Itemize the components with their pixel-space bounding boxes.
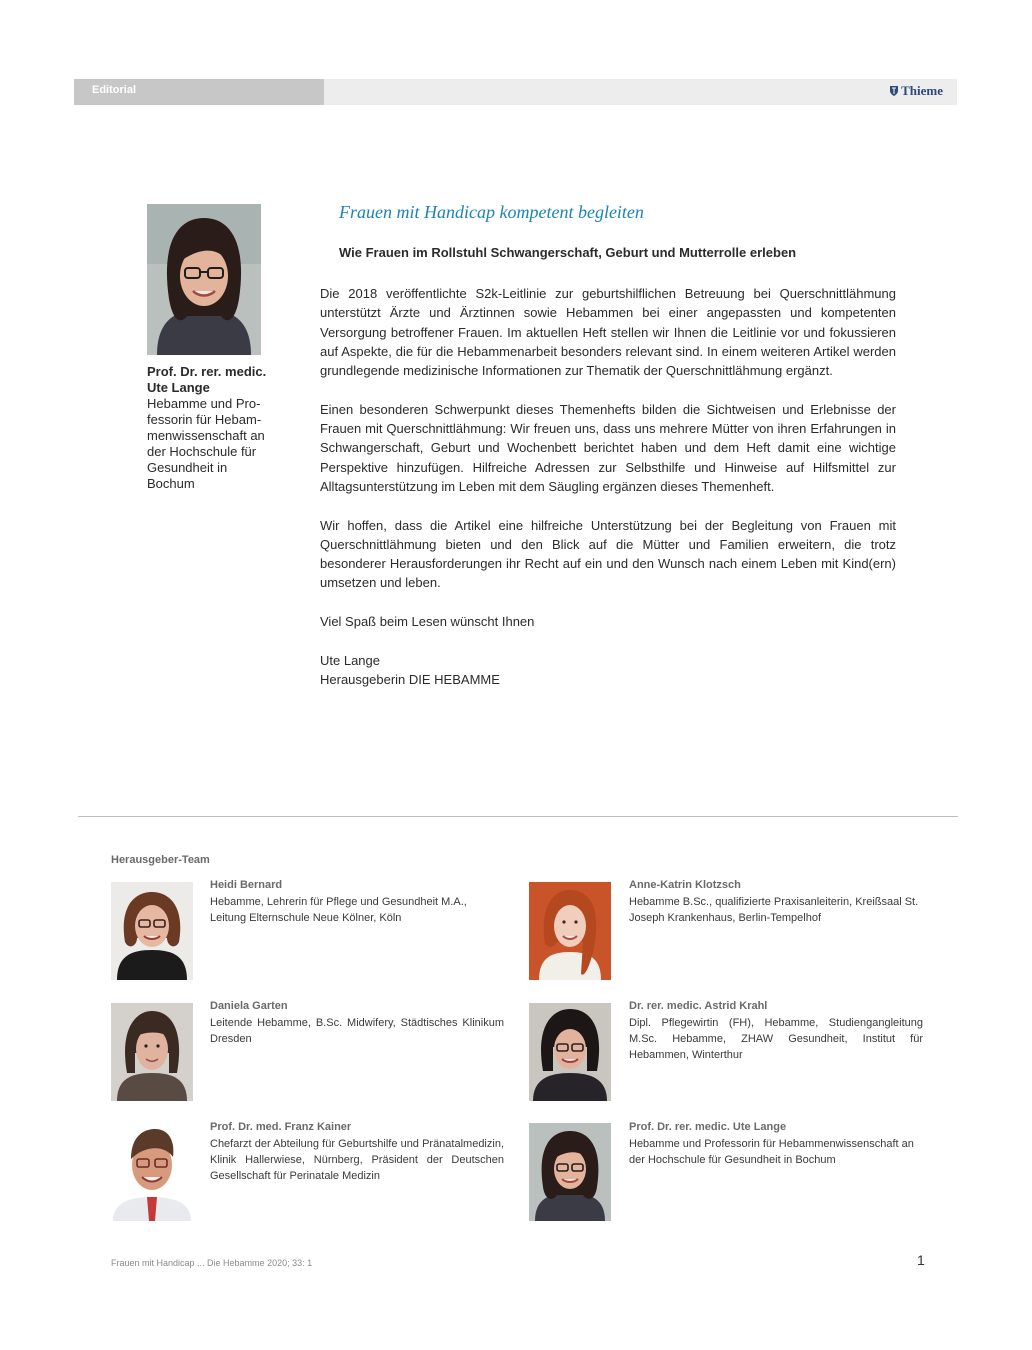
article-body xyxy=(320,284,896,689)
author-affiliation: Hebamme und Pro-fessorin für Hebam-menwissenschaft an der Hochschule für Gesundheit in Bochum xyxy=(147,396,265,491)
member-photo-franz-kainer xyxy=(111,1123,193,1221)
member-name: Heidi Bernard xyxy=(210,879,283,891)
author-photo xyxy=(147,204,261,355)
member-name: Daniela Garten xyxy=(210,1000,288,1012)
author-name-line1: Prof. Dr. rer. medic. xyxy=(147,364,267,379)
member-description: Hebamme B.Sc., qualifizierte Praxisanleiterin, Kreißsaal St. Joseph Krankenhaus, Berlin-Tempelhof xyxy=(629,896,919,924)
member-photo-heidi-bernard xyxy=(111,882,193,980)
body-paragraph: Wir hoffen, dass die Artikel eine hilfreiche Unterstützung bei der Begleitung von Frauen mit Querschnittlähmung bieten und den Blick auf die Mütter und Familien erweitern, die trotz besonderer Herausforderungen ihr Recht auf ein und den Wunsch nach einem Leben mit Kind(ern) umsetzen und leben. xyxy=(320,517,896,591)
member-photo-anne-katrin-klotzsch xyxy=(529,882,611,980)
member-name: Dr. rer. medic. Astrid Krahl xyxy=(629,1000,768,1012)
section-header-bar xyxy=(74,79,324,105)
member-description: Hebamme und Professorin für Hebammenwissenschaft an der Hochschule für Gesundheit in Bochum xyxy=(629,1138,914,1166)
thieme-crest-icon xyxy=(889,85,899,97)
page-number: 1 xyxy=(917,1252,925,1268)
member-description: Chefarzt der Abteilung für Geburtshilfe und Pränatalmedizin, Klinik Hallerwiese, Nürnberg, Präsident der Deutschen Gesellschaft für Perinatale Medizin xyxy=(210,1138,504,1182)
closing-line: Viel Spaß beim Lesen wünscht Ihnen xyxy=(320,614,535,630)
member-name: Prof. Dr. med. Franz Kainer xyxy=(210,1121,352,1133)
publisher-name: Thieme xyxy=(901,83,943,98)
team-heading: Herausgeber-Team xyxy=(111,854,210,866)
section-divider xyxy=(78,816,958,817)
member-name: Prof. Dr. rer. medic. Ute Lange xyxy=(629,1121,787,1133)
article-title: Frauen mit Handicap kompetent begleiten xyxy=(339,202,644,222)
body-paragraph: Einen besonderen Schwerpunkt dieses Themenhefts bilden die Sichtweisen und Erlebnisse der Frauen mit Querschnittlähmung: Wir freuen uns, dass uns mehrere Mütter von ihren Erfahrungen in Schwangerschaft, Geburt und Wochenbett berichtet haben und dem Heft damit eine wichtige Perspektive hinzufügen. Hilfreiche Adressen zur Selbsthilfe und Hinweise auf Hilfsmittel zur Alltagsunterstützung im Leben mit dem Säugling ergänzen dieses Themenheft. xyxy=(320,401,896,494)
member-photo-astrid-krahl xyxy=(529,1003,611,1101)
member-photo-ute-lange xyxy=(529,1123,611,1221)
author-caption xyxy=(147,364,277,492)
author-name-line2: Ute Lange xyxy=(147,380,210,395)
signature-name: Ute Lange xyxy=(320,652,380,668)
member-photo-daniela-garten xyxy=(111,1003,193,1101)
header-brand-bar xyxy=(324,79,957,105)
signature xyxy=(320,651,896,690)
section-label: Editorial xyxy=(92,84,137,96)
article-subtitle: Wie Frauen im Rollstuhl Schwangerschaft, Geburt und Mutterrolle erleben xyxy=(339,245,797,260)
member-description: Hebamme, Lehrerin für Pflege und Gesundheit M.A., Leitung Elternschule Neue Kölner, Köln xyxy=(210,896,467,924)
member-description: Dipl. Pflegewirtin (FH), Hebamme, Studiengangleitung M.Sc. Hebamme, ZHAW Gesundheit, Institut für Hebammen, Winterthur xyxy=(629,1017,923,1061)
body-paragraph: Die 2018 veröffentlichte S2k-Leitlinie zur geburtshilflichen Betreuung bei Querschnittlähmung unterstützt Ärzte und Ärztinnen sowie Hebammen bei einer angepassten und kompetenten Versorgung betroffener Frauen. Im aktuellen Heft stellen wir Ihnen die Leitlinie vor und fokussieren auf Aspekte, die für die Hebammenarbeit besonders relevant sind. In einem weiteren Artikel werden grundlegende medizinische Informationen zur Thematik der Querschnittlähmung ergänzt. xyxy=(320,286,896,379)
footer-citation: Frauen mit Handicap ... Die Hebamme 2020; 33: 1 xyxy=(111,1258,313,1268)
publisher-logo[interactable] xyxy=(889,83,943,99)
member-description: Leitende Hebamme, B.Sc. Midwifery, Städtisches Klinikum Dresden xyxy=(210,1017,504,1045)
signature-role: Herausgeberin DIE HEBAMME xyxy=(320,671,500,687)
member-name: Anne-Katrin Klotzsch xyxy=(629,879,741,891)
